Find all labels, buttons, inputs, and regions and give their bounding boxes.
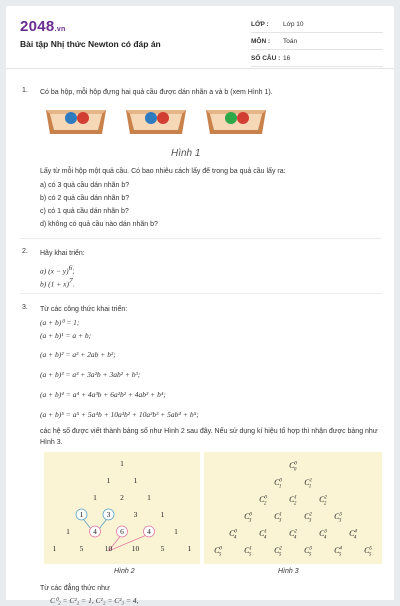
- option-d: d) không có quả cầu nào dán nhãn b?: [40, 221, 158, 228]
- pascal-value: 1: [147, 493, 151, 502]
- meta-value: Toán: [283, 37, 298, 45]
- site-logo[interactable]: [20, 18, 66, 35]
- combination-symbol: $C^1$ 4: [259, 529, 267, 541]
- meta-label: SỐ CÂU :: [251, 54, 281, 62]
- figure-3-caption: Hình 3: [278, 568, 299, 575]
- option-a: a) có 3 quả cầu dán nhãn b?: [40, 182, 130, 189]
- formula-5: (a + b)⁵ = a⁵ + 5a⁴b + 10a³b² + 10a²b³ + 5ab⁴ + b⁵;: [40, 410, 199, 419]
- question-text: Có ba hộp, mỗi hộp đựng hai quả cầu được dán nhãn a và b (xem Hình 1).: [40, 89, 273, 96]
- ball-a: [65, 112, 77, 124]
- logo-text: 2048: [20, 18, 55, 35]
- divider: [20, 293, 382, 294]
- combination-triangle: [204, 452, 382, 564]
- option-b: b) có 2 quả cầu dán nhãn b?: [40, 195, 130, 202]
- logo-suffix: .vn: [54, 26, 66, 33]
- header: [6, 6, 394, 69]
- tail-text: Từ các đẳng thức như: [40, 585, 110, 592]
- pascal-value: 3: [106, 510, 111, 519]
- question-prompt: Lấy từ mỗi hộp một quả cầu. Có bao nhiêu cách lấy để trong ba quả cầu lấy ra:: [40, 168, 286, 175]
- expand-item-a: a) $(x - y)^6$;: [40, 263, 75, 276]
- combination-symbol: $C^3$ 4: [319, 529, 327, 541]
- pascal-value: 3: [133, 510, 138, 519]
- combination-symbol: $C^2$ 3: [304, 512, 312, 524]
- question-number: 3.: [22, 304, 28, 311]
- combination-symbol: $C^0$ 1: [274, 478, 282, 490]
- document-title: Bài tập Nhị thức Newton có đáp án: [20, 39, 161, 49]
- pascal-value: 10: [104, 544, 113, 553]
- divider: [20, 238, 382, 239]
- pascal-value: 1: [174, 527, 178, 536]
- combination-symbol: $C^0$ 5: [214, 546, 222, 558]
- pascal-value: 1: [106, 476, 111, 485]
- ball-a: [145, 112, 157, 124]
- combination-symbol: $C^1$ 5: [244, 546, 252, 558]
- figure-2-caption: Hình 2: [114, 568, 135, 575]
- pascal-arrow: [109, 534, 150, 551]
- combination-symbol: $C^2$ 5: [274, 546, 282, 558]
- pascal-value: 1: [133, 476, 138, 485]
- tail-formula: C⁰₂ = C²₂ = 1, C¹₂ = C²₃ = 4,: [50, 596, 139, 605]
- pascal-value: 1: [93, 493, 97, 502]
- combination-symbol: $C^0$ 0: [289, 461, 297, 473]
- combination-symbol: $C^2$ 2: [319, 495, 327, 507]
- pascal-triangle: [44, 452, 200, 564]
- pascal-value: 10: [131, 544, 140, 553]
- meta-label: MÔN :: [251, 37, 271, 45]
- pascal-value: 1: [120, 459, 124, 468]
- question-text: Từ các công thức khai triển:: [40, 306, 128, 313]
- combination-symbol: $C^0$ 2: [259, 495, 267, 507]
- combination-symbol: $C^2$ 4: [289, 529, 297, 541]
- combination-symbol: $C^0$ 4: [229, 529, 237, 541]
- ball-a: [225, 112, 237, 124]
- page: [6, 6, 394, 605]
- pascal-value: 5: [79, 544, 84, 553]
- question-description: các hệ số được viết thành bảng số như Hình 2 sau đây. Nếu sử dụng kí hiệu tổ hợp thì nhận được bảng như Hình 3.: [40, 428, 378, 446]
- combination-symbol: $C^4$ 5: [334, 546, 342, 558]
- formula-4: (a + b)⁴ = a⁴ + 4a³b + 6a²b² + 4ab³ + b⁴;: [40, 390, 166, 399]
- meta-row-class: [251, 16, 383, 33]
- combination-symbol: $C^5$ 5: [364, 546, 372, 558]
- meta-value: Lớp 10: [283, 20, 304, 28]
- question-number: 2.: [22, 248, 28, 255]
- pascal-value: 4: [93, 527, 97, 536]
- question-number: 1.: [22, 87, 28, 94]
- expand-item-b: b) $(1 + x)^7$.: [40, 276, 75, 289]
- pascal-value: 1: [187, 544, 192, 553]
- figure-1-label: Hình 1: [171, 148, 201, 159]
- pascal-value: 6: [120, 527, 124, 536]
- pascal-value: 1: [160, 510, 165, 519]
- pascal-value: 1: [66, 527, 70, 536]
- combination-symbol: $C^0$ 3: [244, 512, 252, 524]
- combination-symbol: $C^3$ 5: [304, 546, 312, 558]
- ball-b: [157, 112, 169, 124]
- exponent: 7: [69, 276, 73, 285]
- boxes-figure: [44, 102, 284, 140]
- pascal-value: 1: [79, 510, 84, 519]
- option-c: c) có 1 quả cầu dán nhãn b?: [40, 208, 129, 215]
- question-text: Hãy khai triển:: [40, 250, 85, 257]
- meta-row-subject: [251, 33, 383, 50]
- ball-b: [77, 112, 89, 124]
- pascal-value: 5: [160, 544, 165, 553]
- formula-3: (a + b)³ = a³ + 3a²b + 3ab² + b³;: [40, 370, 141, 379]
- combination-symbol: $C^4$ 4: [349, 529, 357, 541]
- formula-1: (a + b)¹ = a + b;: [40, 331, 92, 340]
- box-1: [46, 110, 106, 134]
- box-2: [126, 110, 186, 134]
- formula-2: (a + b)² = a² + 2ab + b²;: [40, 350, 116, 359]
- meta-row-count: [251, 50, 383, 67]
- pascal-value: 4: [147, 527, 151, 536]
- meta-label: LỚP :: [251, 20, 269, 28]
- pascal-value: 2: [120, 493, 124, 502]
- expression: a) (x − y): [40, 266, 69, 276]
- pascal-value: 1: [52, 544, 57, 553]
- box-3: [206, 110, 266, 134]
- meta-value: 16: [283, 54, 291, 62]
- combination-symbol: $C^1$ 2: [289, 495, 297, 507]
- combination-symbol: $C^1$ 3: [274, 512, 282, 524]
- formula-0: (a + b)⁰ = 1;: [40, 318, 80, 327]
- expression: b) (1 + x): [40, 279, 70, 289]
- combination-symbol: $C^1$ 1: [304, 478, 312, 490]
- meta-table: [251, 16, 383, 67]
- exponent: 6: [68, 263, 73, 272]
- combination-symbol: $C^3$ 3: [334, 512, 342, 524]
- ball-b: [237, 112, 249, 124]
